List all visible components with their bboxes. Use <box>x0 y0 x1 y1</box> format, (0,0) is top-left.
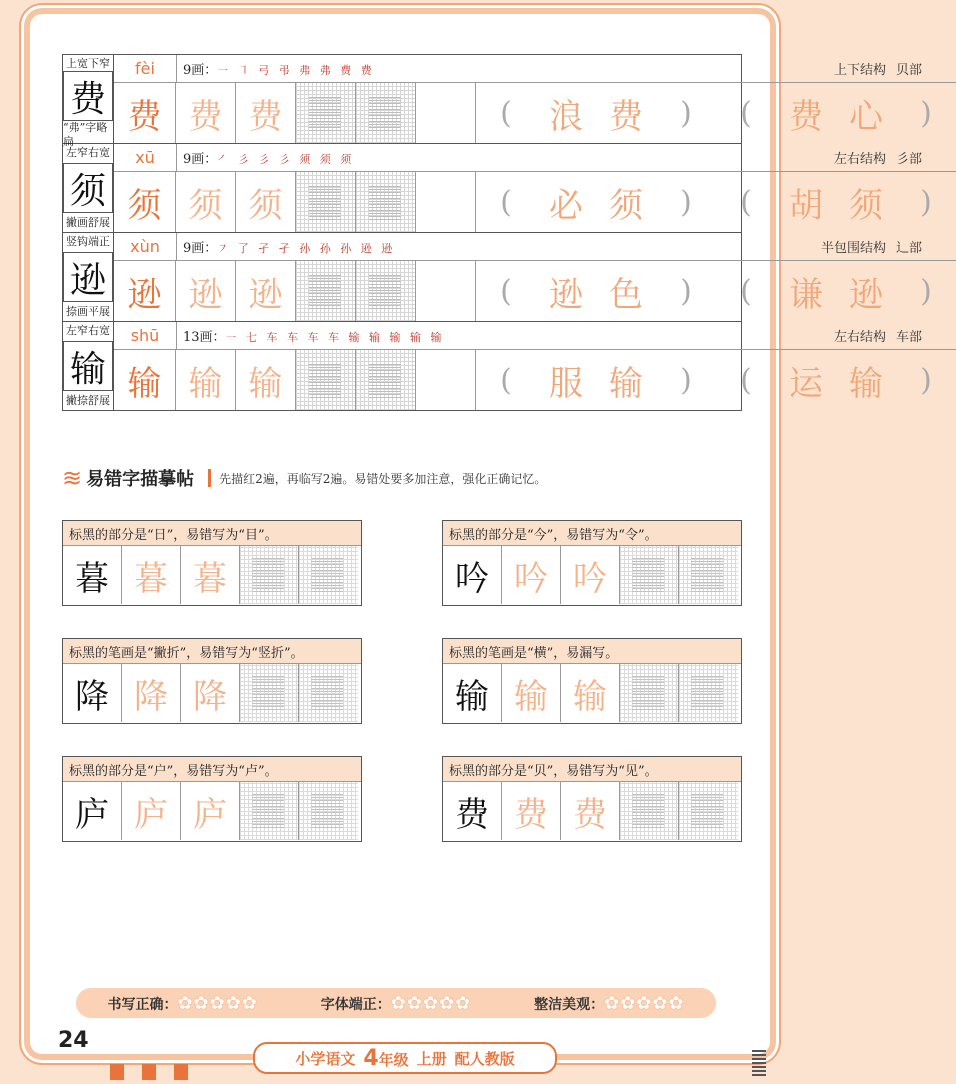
blank-grid-cell[interactable] <box>620 546 679 604</box>
error-label: 标黑的部分是“贝”，易错写为“见”。 <box>443 757 741 782</box>
blank-grid-cell[interactable] <box>679 664 738 722</box>
error-char-box <box>442 756 742 842</box>
blank-grid-cell[interactable] <box>356 172 416 232</box>
barcode-icon <box>752 1050 766 1076</box>
big-char: 输 <box>63 341 113 391</box>
radical: 彡部 <box>896 152 923 167</box>
stroke-order: 9画：㇇ 了 孑 孑 孙 孙 孙 逊 逊 <box>183 241 396 256</box>
empty-cell[interactable] <box>416 261 476 321</box>
trace-char[interactable]: 庐 <box>181 782 240 840</box>
word-practice: ( 浪 费 ) ( 费 心 ) <box>476 83 956 143</box>
trace-char[interactable]: 暮 <box>122 546 181 604</box>
word-char[interactable]: 心 <box>849 96 883 137</box>
model-char: 吟 <box>443 546 502 604</box>
word-char[interactable]: 服 <box>549 363 583 404</box>
footer-grade: 4 <box>363 1045 379 1071</box>
char-tip-panel <box>63 144 114 232</box>
structure: 上下结构 <box>833 63 886 78</box>
tip-bottom: 撇捺舒展 <box>66 394 110 407</box>
word-char[interactable]: 运 <box>789 363 823 404</box>
error-label: 标黑的笔画是“撇折”，易错写为“竖折”。 <box>63 639 361 664</box>
character-practice-table <box>62 54 932 411</box>
trace-char[interactable]: 费 <box>236 83 296 143</box>
error-char-box <box>62 520 362 606</box>
blank-grid-cell[interactable] <box>356 350 416 410</box>
trace-char[interactable]: 输 <box>561 664 620 722</box>
divider <box>208 469 211 487</box>
error-label: 标黑的部分是“户”，易错写为“卢”。 <box>63 757 361 782</box>
trace-char[interactable]: 逊 <box>236 261 296 321</box>
footer-subject: 小学语文 <box>295 1049 356 1068</box>
tip-bottom: “弗”字略扁 <box>63 121 108 148</box>
star-icon[interactable]: ✿✿✿✿✿ <box>604 992 685 1014</box>
trace-char[interactable]: 输 <box>502 664 561 722</box>
word-char[interactable]: 费 <box>789 96 823 137</box>
model-char: 输 <box>443 664 502 722</box>
blank-grid-cell[interactable] <box>620 782 679 840</box>
practice-row <box>63 144 932 233</box>
char-info <box>114 144 956 172</box>
blank-grid-cell[interactable] <box>620 664 679 722</box>
blank-grid-cell[interactable] <box>299 546 358 604</box>
footer-edition: 配人教版 <box>454 1049 515 1068</box>
trace-char[interactable]: 输 <box>236 350 296 410</box>
practice-row <box>63 55 932 148</box>
word-practice: ( 服 输 ) ( 运 输 ) <box>476 350 956 410</box>
blank-grid-cell[interactable] <box>299 664 358 722</box>
blank-grid-cell[interactable] <box>240 664 299 722</box>
model-char: 费 <box>114 83 176 143</box>
empty-cell[interactable] <box>416 350 476 410</box>
word-char[interactable]: 胡 <box>789 185 823 226</box>
blank-grid-cell[interactable] <box>296 350 356 410</box>
star-icon[interactable]: ✿✿✿✿✿ <box>390 992 472 1014</box>
wave-icon: ≋ <box>62 464 83 492</box>
footer-volume: 上册 <box>416 1049 447 1068</box>
tip-top: 上宽下窄 <box>66 57 110 70</box>
word-char[interactable]: 费 <box>609 96 643 137</box>
trace-char[interactable]: 须 <box>176 172 236 232</box>
trace-char[interactable]: 暮 <box>181 546 240 604</box>
blank-grid-cell[interactable] <box>240 782 299 840</box>
stroke-order: 9画：㇒ 彡 彡 彡 须 须 须 <box>183 152 355 167</box>
model-char: 费 <box>443 782 502 840</box>
radical: 车部 <box>896 330 923 345</box>
char-info <box>114 233 956 261</box>
model-char: 逊 <box>114 261 176 321</box>
tip-top: 左窄右宽 <box>66 146 110 159</box>
pinyin: xùn <box>114 233 177 260</box>
pinyin: shū <box>114 322 177 349</box>
trace-char[interactable]: 吟 <box>561 546 620 604</box>
big-char: 逊 <box>63 252 113 302</box>
model-char: 输 <box>114 350 176 410</box>
practice-row <box>63 322 932 410</box>
trace-char[interactable]: 费 <box>561 782 620 840</box>
char-tip-panel <box>63 55 114 148</box>
section-note: 先描红2遍，再临写2遍。易错处要多加注意，强化正确记忆。 <box>219 471 547 486</box>
char-tip-panel <box>63 322 114 410</box>
rating-neat: 整洁美观：✿✿✿✿✿ <box>534 992 685 1014</box>
section-header <box>62 464 546 492</box>
stroke-order: 9画：㇐ ㇕ 弓 弔 弗 弗 费 费 <box>183 63 375 78</box>
word-practice: ( 必 须 ) ( 胡 须 ) <box>476 172 956 232</box>
trace-char[interactable]: 须 <box>236 172 296 232</box>
blank-grid-cell[interactable] <box>356 261 416 321</box>
blank-grid-cell[interactable] <box>356 83 416 143</box>
error-label: 标黑的笔画是“横”，易漏写。 <box>443 639 741 664</box>
word-char[interactable]: 输 <box>609 363 643 404</box>
model-char: 庐 <box>63 782 122 840</box>
model-char: 暮 <box>63 546 122 604</box>
blank-grid-cell[interactable] <box>299 782 358 840</box>
empty-cell[interactable] <box>416 83 476 143</box>
pinyin: xū <box>114 144 177 171</box>
blank-grid-cell[interactable] <box>296 261 356 321</box>
empty-cell[interactable] <box>416 172 476 232</box>
tip-bottom: 撇画舒展 <box>66 216 110 229</box>
word-char[interactable]: 浪 <box>549 96 583 137</box>
rating-bar <box>76 988 716 1018</box>
model-char: 须 <box>114 172 176 232</box>
big-char: 须 <box>63 163 113 213</box>
tip-top: 左窄右宽 <box>66 324 110 337</box>
star-icon[interactable]: ✿✿✿✿✿ <box>177 992 258 1014</box>
char-tip-panel <box>63 233 114 321</box>
blank-grid-cell[interactable] <box>240 546 299 604</box>
error-label: 标黑的部分是“日”，易错写为“目”。 <box>63 521 361 546</box>
structure: 半包围结构 <box>820 241 886 256</box>
rating-writing: 书写正确：✿✿✿✿✿ <box>107 992 258 1014</box>
char-info <box>114 55 956 83</box>
trace-char[interactable]: 输 <box>176 350 236 410</box>
blank-grid-cell[interactable] <box>679 782 738 840</box>
tip-top: 竖钩端正 <box>66 235 110 248</box>
trace-char[interactable]: 降 <box>181 664 240 722</box>
trace-char[interactable]: 吟 <box>502 546 561 604</box>
word-char[interactable]: 逊 <box>849 274 883 315</box>
trace-char[interactable]: 费 <box>502 782 561 840</box>
tip-bottom: 捺画平展 <box>66 305 110 318</box>
word-char[interactable]: 必 <box>549 185 583 226</box>
model-char: 降 <box>63 664 122 722</box>
word-char[interactable]: 须 <box>609 185 643 226</box>
pinyin: fèi <box>114 55 177 82</box>
error-label: 标黑的部分是“今”，易错写为“令”。 <box>443 521 741 546</box>
word-char[interactable]: 输 <box>849 363 883 404</box>
error-char-box <box>442 520 742 606</box>
trace-char[interactable]: 庐 <box>122 782 181 840</box>
word-practice: ( 逊 色 ) ( 谦 逊 ) <box>476 261 956 321</box>
rating-font: 字体端正：✿✿✿✿✿ <box>320 992 472 1014</box>
blank-grid-cell[interactable] <box>296 83 356 143</box>
practice-row <box>63 233 932 322</box>
decorative-stripe <box>110 1064 188 1080</box>
blank-grid-cell[interactable] <box>679 546 738 604</box>
word-char[interactable]: 色 <box>609 274 643 315</box>
word-char[interactable]: 谦 <box>789 274 823 315</box>
radical: 贝部 <box>896 63 923 78</box>
error-char-box <box>442 638 742 724</box>
structure: 左右结构 <box>833 152 886 167</box>
error-char-box <box>62 638 362 724</box>
trace-char[interactable]: 逊 <box>176 261 236 321</box>
radical: 辶部 <box>896 241 923 256</box>
book-footer: 小学语文 4年级 上册 配人教版 <box>253 1042 557 1074</box>
char-info <box>114 322 956 350</box>
page-number: 24 <box>58 1028 89 1053</box>
stroke-order: 13画：㇐ 七 车 车 车 车 输 输 输 输 输 <box>183 330 445 345</box>
trace-char[interactable]: 费 <box>176 83 236 143</box>
structure: 左右结构 <box>833 330 886 345</box>
error-char-box <box>62 756 362 842</box>
trace-char[interactable]: 降 <box>122 664 181 722</box>
section-title: 易错字描摹帖 <box>86 469 195 490</box>
blank-grid-cell[interactable] <box>296 172 356 232</box>
word-char[interactable]: 须 <box>849 185 883 226</box>
word-char[interactable]: 逊 <box>549 274 583 315</box>
big-char: 费 <box>63 71 113 121</box>
